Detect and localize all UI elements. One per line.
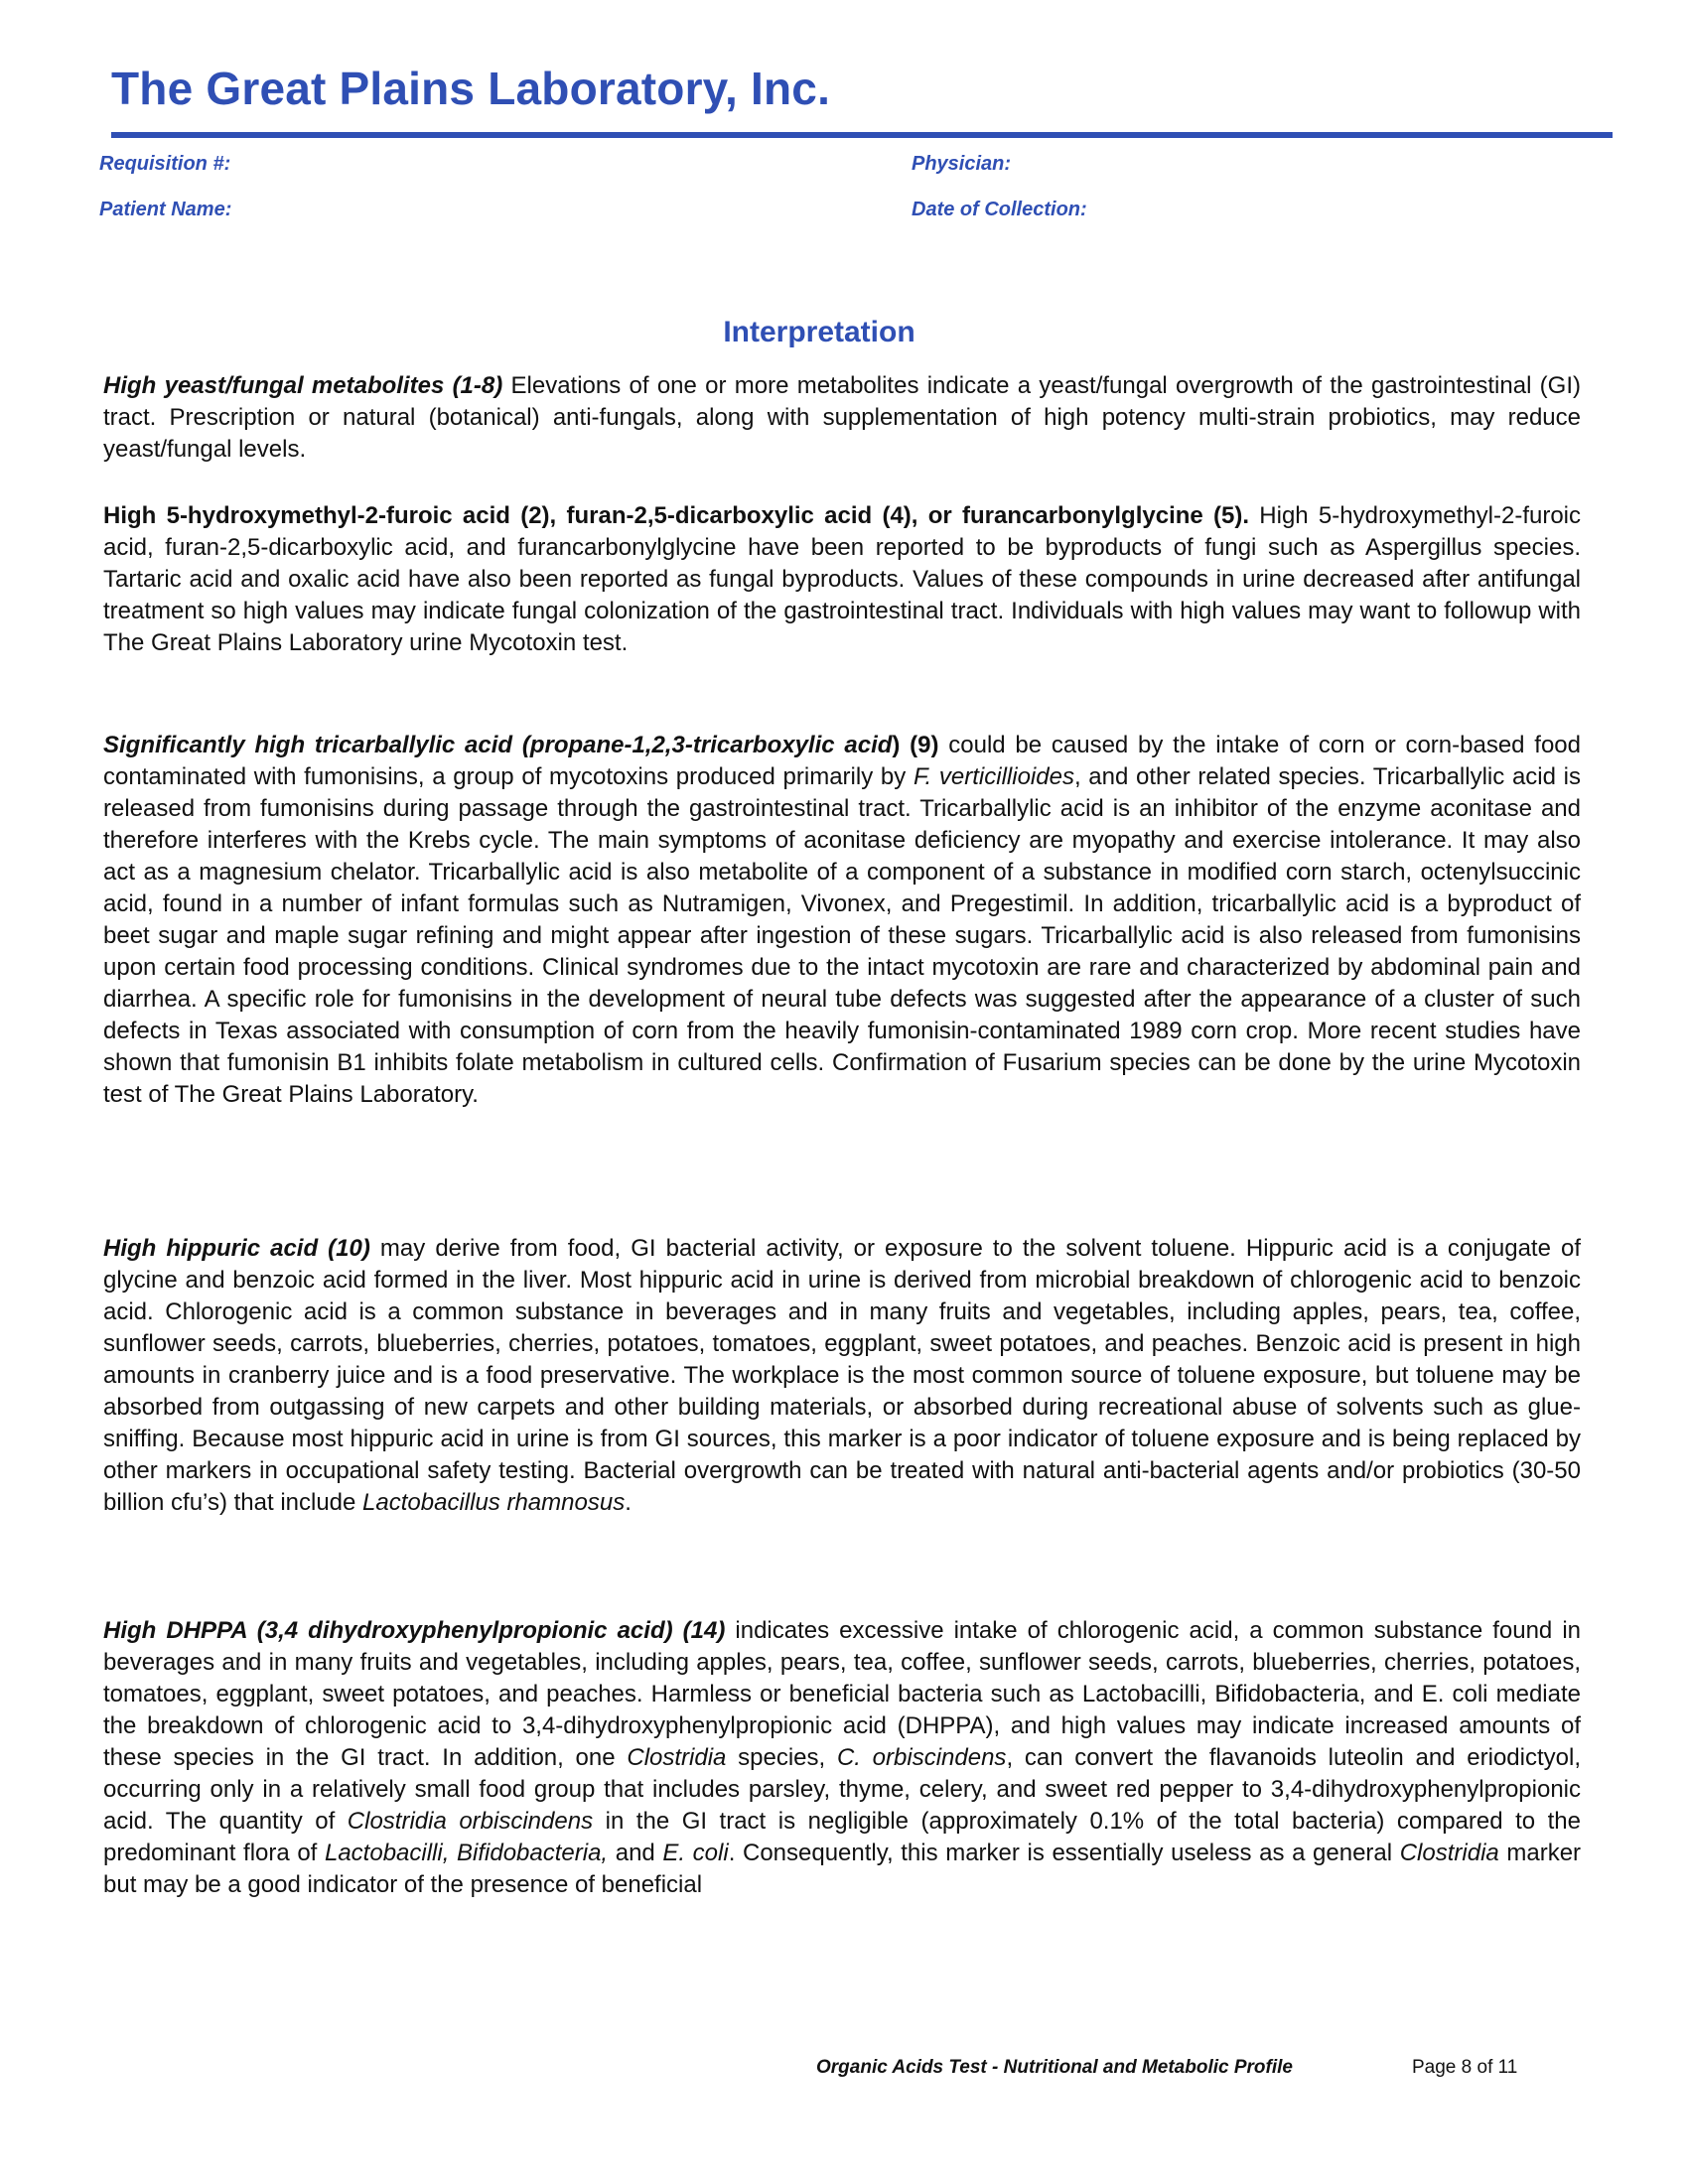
header-divider xyxy=(111,132,1613,138)
lead-tail: ) (9) xyxy=(892,732,939,758)
lead-tricarballylic-acid: Significantly high tricarballylic acid (propane-1,2,3-tricarboxylic acid xyxy=(103,732,893,758)
body-text: indicates excessive intake of chlorogenic acid, a common substance found in beverages and in many fruits and vegetables, including apples, pears, tea, coffee, sunflower seeds, carrots, blueberries, cherries, potatoes, tomatoes, eggplant, sweet potatoes, and peaches. Harmless or beneficial bacteria such as Lactobacilli, Bifidobacteria, and E. coli mediate the breakdown of chlorogenic acid to 3,4-dihydroxyphenylpropionic acid (DHPPA), and high values may indicate increased amounts of these species in the GI tract. In addition, one xyxy=(103,1617,1582,1771)
species-name: F. verticillioides xyxy=(913,763,1074,790)
body-text: could be caused by the intake of corn or corn-based food contaminated with fumonisins, a group of mycotoxins produced primarily by xyxy=(103,732,1582,790)
paragraph-yeast-fungal xyxy=(103,370,1581,466)
body-text: . xyxy=(625,1489,632,1516)
requisition-label: Requisition #: xyxy=(99,153,231,175)
date-of-collection-label: Date of Collection: xyxy=(912,199,1087,220)
species-name: Lactobacilli, Bifidobacteria, xyxy=(324,1840,609,1866)
body-text: may derive from food, GI bacterial activity, or exposure to the solvent toluene. Hippuric acid is a conjugate of glycine and benzoic acid formed in the liver. Most hippuric acid in urine is derived from microbial breakdown of chlorogenic acid to benzoic acid. Chlorogenic acid is a common substance in beverages and in many fruits and vegetables, including apples, pears, tea, coffee, sunflower seeds, carrots, blueberries, cherries, potatoes, tomatoes, eggplant, sweet potatoes, and peaches. Benzoic acid is present in high amounts in cranberry juice and is a food preservative. The workplace is the most common source of toluene exposure, but toluene may be absorbed from outgassing of new carpets and other building materials, or absorbed during recreational abuse of solvents such as glue-sniffing. Because most hippuric acid in urine is from GI sources, this marker is a poor indicator of toluene exposure and is being replaced by other markers in occupational safety testing. Bacterial overgrowth can be treated with natural anti-bacterial agents and/or probiotics (30-50 billion cfu’s) that include xyxy=(103,1235,1581,1516)
section-title: Interpretation xyxy=(723,316,915,348)
body-text: , and other related species. Tricarballylic acid is released from fumonisins during passage through the gastrointestinal tract. Tricarballylic acid is an inhibitor of the enzyme aconitase and therefore interferes with the Krebs cycle. The main symptoms of aconitase deficiency are myopathy and exercise intolerance. It may also act as a magnesium chelator. Tricarballylic acid is also metabolite of a component of a substance in modified corn starch, octenylsuccinic acid, found in a number of infant formulas such as Nutramigen, Vivonex, and Pregestimil. In addition, tricarballylic acid is a byproduct of beet sugar and maple sugar refining and might appear after ingestion of these sugars. Tricarballylic acid is also released from fumonisins upon certain food processing conditions. Clinical syndromes due to the intact mycotoxin are rare and characterized by abdominal pain and diarrhea. A specific role for fumonisins in the development of neural tube defects was suggested after the appearance of a cluster of such defects in Texas associated with consumption of corn from the heavily fumonisin-contaminated 1989 corn crop. More recent studies have shown that fumonisin B1 inhibits folate metabolism in cultured cells. Confirmation of Fusarium species can be done by the urine Mycotoxin test of The Great Plains Laboratory. xyxy=(103,763,1581,1108)
species-name: C. orbiscindens xyxy=(836,1744,1007,1771)
species-name: Clostridia xyxy=(627,1744,727,1771)
body-text: in the GI tract is negligible (approximately 0.1% of the total bacteria) compared to the predominant flora of xyxy=(103,1808,1581,1866)
paragraph-furoic-acid xyxy=(103,500,1581,659)
body-text: . Consequently, this marker is essentially useless as a general xyxy=(728,1840,1393,1866)
paragraph-tricarballylic-acid xyxy=(103,730,1581,1111)
body-text: and xyxy=(615,1840,655,1866)
lead-hippuric-acid: High hippuric acid (10) xyxy=(103,1235,370,1262)
lead-yeast-fungal: High yeast/fungal metabolites (1-8) xyxy=(103,372,503,399)
body-text: Elevations of one or more metabolites indicate a yeast/fungal overgrowth of the gastrointestinal (GI) tract. Prescription or natural (botanical) anti-fungals, along with supplementation of high potency multi-strain probiotics, may reduce yeast/fungal levels. xyxy=(103,372,1581,463)
species-name: Lactobacillus rhamnosus xyxy=(362,1489,626,1516)
body-text: marker but may be a good indicator of the presence of beneficial xyxy=(103,1840,1582,1898)
species-name: E. coli xyxy=(662,1840,729,1866)
lead-furoic-acid: High 5-hydroxymethyl-2-furoic acid (2), furan-2,5-dicarboxylic acid (4), or furancarbonylglycine (5). xyxy=(103,502,1250,529)
body-text: High 5-hydroxymethyl-2-furoic acid, furan-2,5-dicarboxylic acid, and furancarbonylglycine have been reported to be byproducts of fungi such as Aspergillus species. Tartaric acid and oxalic acid have also been reported as fungal byproducts. Values of these compounds in urine decreased after antifungal treatment so high values may indicate fungal colonization of the gastrointestinal tract. Individuals with high values may want to followup with The Great Plains Laboratory urine Mycotoxin test. xyxy=(103,502,1582,656)
lab-name: The Great Plains Laboratory, Inc. xyxy=(111,63,831,114)
patient-name-label: Patient Name: xyxy=(99,199,232,220)
lead-dhppa: High DHPPA (3,4 dihydroxyphenylpropionic acid) (14) xyxy=(103,1617,726,1644)
physician-label: Physician: xyxy=(912,153,1012,175)
body-text: species, xyxy=(738,1744,826,1771)
species-name: Clostridia orbiscindens xyxy=(347,1808,594,1835)
page-number: Page 8 of 11 xyxy=(1412,2057,1518,2078)
body-text: , can convert the flavanoids luteolin and eriodictyol, occurring only in a relatively small food group that includes parsley, thyme, celery, and sweet red pepper to 3,4-dihydroxyphenylpropionic acid. The quantity of xyxy=(103,1744,1581,1835)
paragraph-dhppa xyxy=(103,1615,1581,1901)
footer-report-name: Organic Acids Test - Nutritional and Metabolic Profile xyxy=(816,2057,1293,2078)
paragraph-hippuric-acid xyxy=(103,1233,1581,1519)
species-name: Clostridia xyxy=(1399,1840,1499,1866)
